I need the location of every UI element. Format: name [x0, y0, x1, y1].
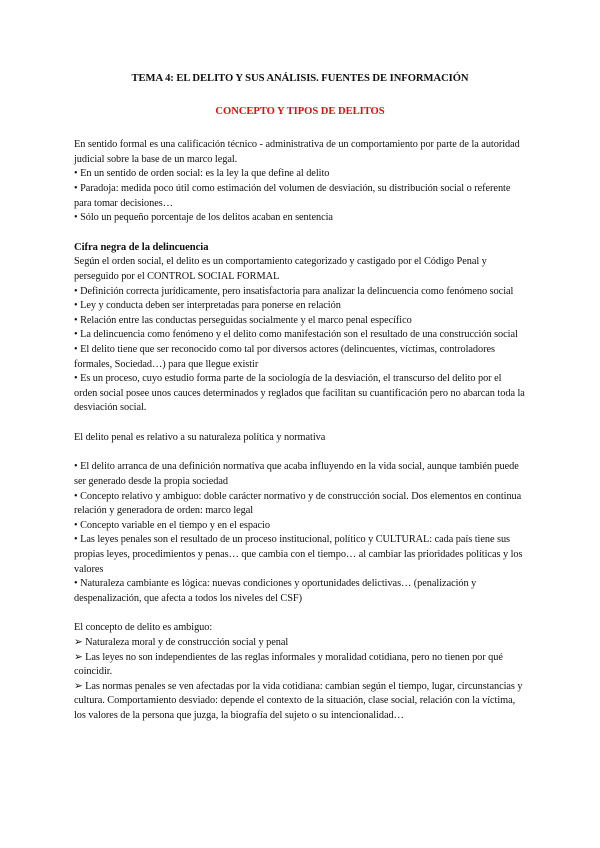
bullet-item: • La delincuencia como fenómeno y el delito como manifestación son el resultado de una construcción social [74, 329, 518, 341]
bullet-item: • Paradoja: medida poco útil como estimación del volumen de desviación, su distribución social o referente para tomar decisiones… [74, 182, 511, 209]
bullet-item: • Ley y conducta deben ser interpretadas para ponerse en relación [74, 300, 341, 312]
arrow-bullet-item: ➢ Las normas penales se ven afectadas por la vida cotidiana: cambian según el tiempo, lugar, circunstancias y cultura. Comportamiento desviado: depende el contexto de la situación, clase social, relación con la víctima, los valores de la persona que juzga, la biografía del sujeto o su intencionalidad… [74, 680, 523, 721]
bullet-item: • Relación entre las conductas perseguidas socialmente y el marco penal específico [74, 314, 412, 326]
paragraph-formal-definition: En sentido formal es una calificación técnico - administrativa de un comportamiento por parte de la autoridad judicial sobre la base de un marco legal. [74, 139, 520, 165]
section-title: CONCEPTO Y TIPOS DE DELITOS [215, 105, 385, 117]
bullet-item: • Concepto relativo y ambiguo: doble carácter normativo y de construcción social. Dos elementos en continua relación y generadora de orden: marco legal [74, 490, 522, 517]
paragraph-ambiguous-concept: El concepto de delito es ambiguo: [74, 622, 213, 634]
bullet-item: • Es un proceso, cuyo estudio forma parte de la sociología de la desviación, el transcurso del delito por el orden social posee unos cauces determinados y reglados que facilitan su cuantificación pero no abarcan toda la desviación social. [74, 373, 525, 414]
bullet-item: • Las leyes penales son el resultado de un proceso institucional, político y CULTURAL: cada país tiene sus propias leyes, procedimientos y penas… que cambia con el tiempo… al cambiar las prioridades políticas y los valores [74, 534, 523, 575]
document-title: TEMA 4: EL DELITO Y SUS ANÁLISIS. FUENTES DE INFORMACIÓN [131, 73, 469, 84]
paragraph-social-order: Según el orden social, el delito es un comportamiento categorizado y castigado por el Código Penal y perseguido por el CONTROL SOCIAL FORMAL [74, 256, 487, 282]
arrow-bullet-item: ➢ Las leyes no son independientes de las reglas informales y moralidad cotidiana, pero no tienen por qué coincidir. [74, 651, 503, 678]
bullet-item: • Sólo un pequeño porcentaje de los delitos acaban en sentencia [74, 212, 333, 224]
section-heading: Cifra negra de la delincuencia [74, 241, 209, 253]
bullet-item: • El delito tiene que ser reconocido como tal por diversos actores (delincuentes, víctimas, controladores formales, Sociedad…) para que llegue existir [74, 343, 495, 370]
bullet-item: • Definición correcta jurídicamente, pero insatisfactoria para analizar la delincuencia como fenómeno social [74, 285, 514, 297]
paragraph-political-nature: El delito penal es relativo a su naturaleza política y normativa [74, 431, 326, 443]
arrow-bullet-item: ➢ Naturaleza moral y de construcción social y penal [74, 637, 289, 648]
bullet-item: • En un sentido de orden social: es la ley la que define al delito [74, 168, 330, 180]
bullet-item: • El delito arranca de una definición normativa que acaba influyendo en la vida social, aunque también puede ser generado desde la propia sociedad [74, 461, 519, 488]
bullet-item: • Concepto variable en el tiempo y en el espacio [74, 519, 270, 531]
bullet-item: • Naturaleza cambiante es lógica: nuevas condiciones y oportunidades delictivas… (penalización y despenalización, que afecta a todos los niveles del CSF) [74, 578, 477, 604]
